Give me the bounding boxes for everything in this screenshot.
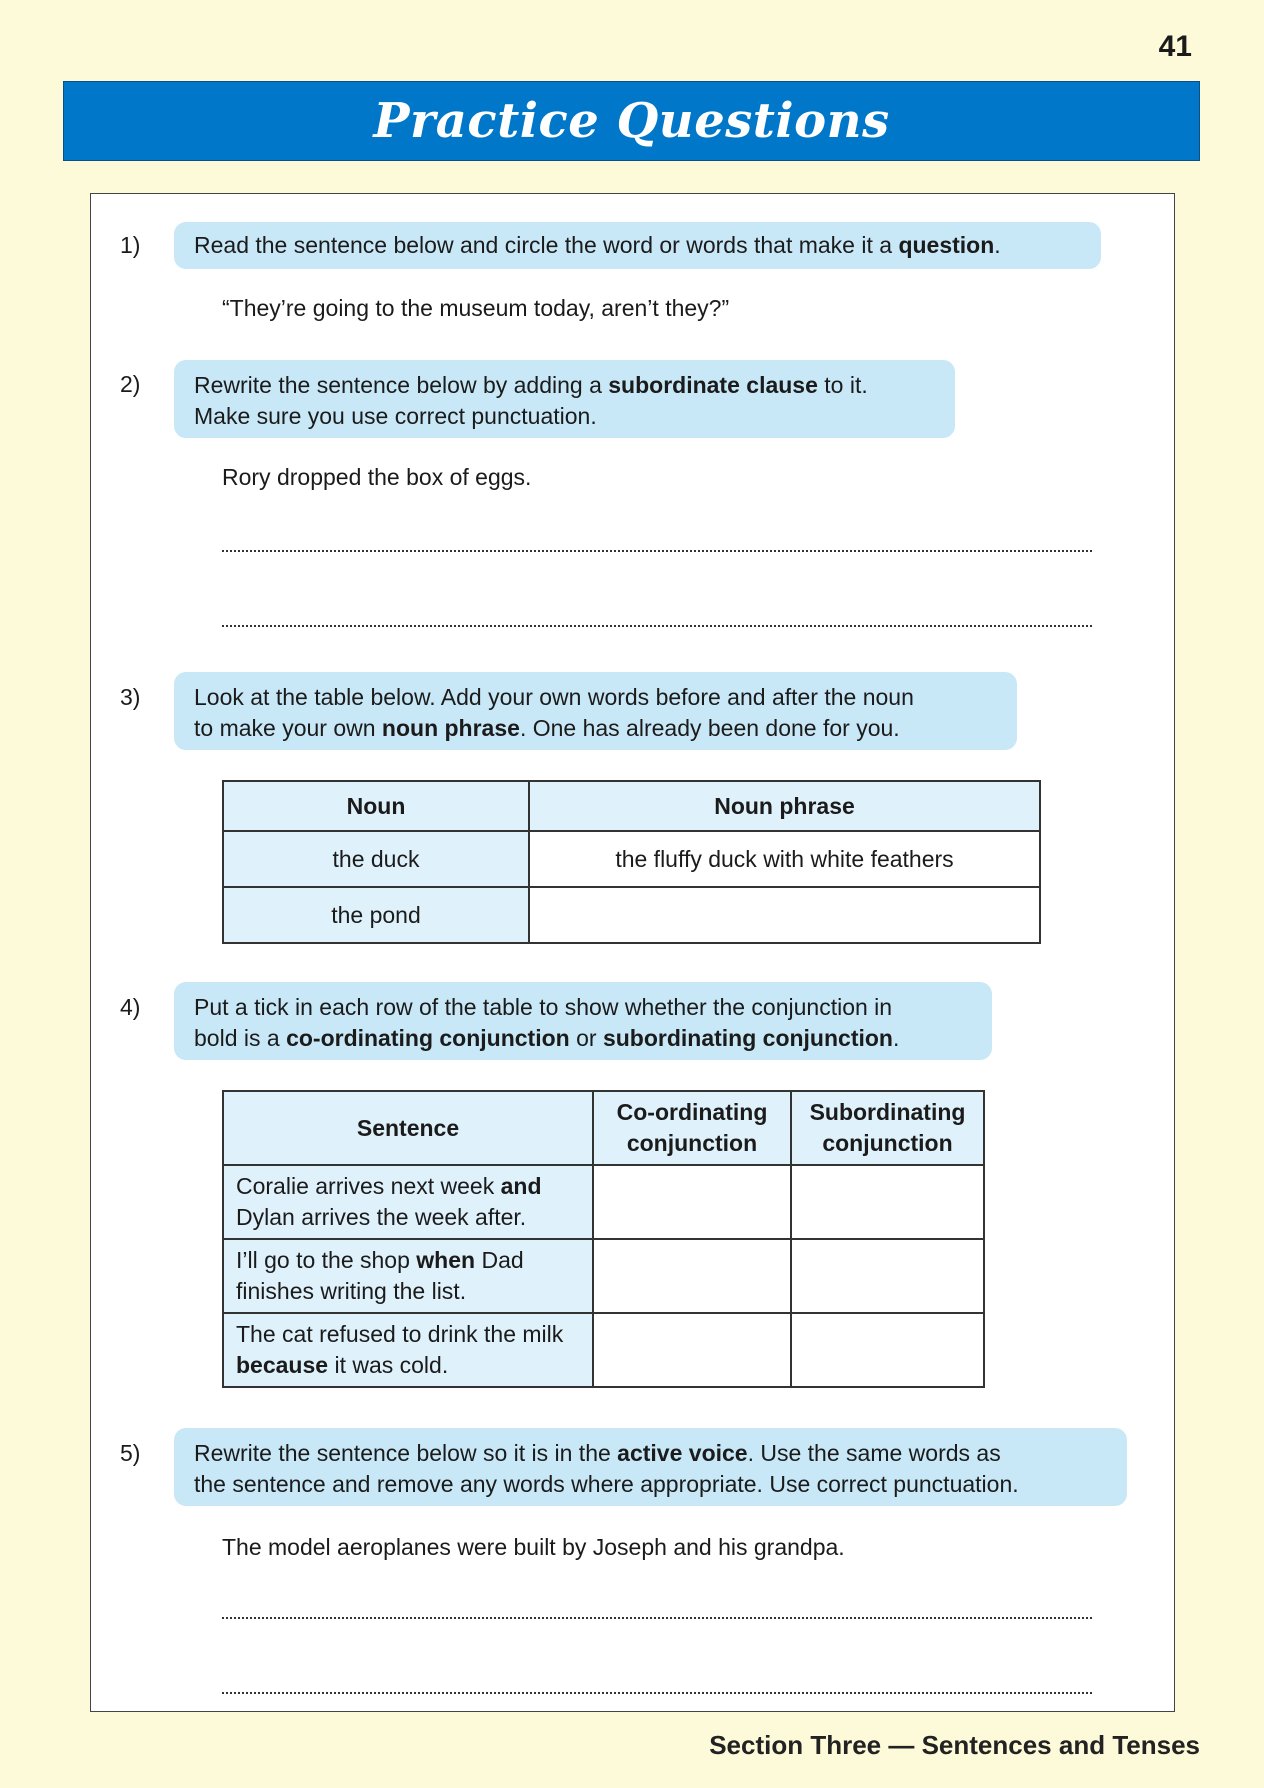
answer-line[interactable] [222, 1692, 1092, 1694]
question-5-number: 5) [120, 1440, 141, 1466]
header-noun: Noun [223, 781, 529, 831]
subordinating-tick-cell[interactable] [791, 1313, 984, 1387]
header-sentence: Sentence [223, 1091, 593, 1165]
sentence-cell: The cat refused to drink the milk because it was cold. [223, 1313, 593, 1387]
question-2-instruction: Rewrite the sentence below by adding a subordinate clause to it. Make sure you use correct punctuation. [174, 360, 955, 438]
question-3-number: 3) [120, 684, 141, 710]
header-noun-phrase: Noun phrase [529, 781, 1040, 831]
sentence-cell: I’ll go to the shop when Dad finishes writing the list. [223, 1239, 593, 1313]
noun-phrase-cell: the fluffy duck with white feathers [529, 831, 1040, 887]
question-2-number: 2) [120, 371, 141, 397]
sentence-cell: Coralie arrives next week and Dylan arrives the week after. [223, 1165, 593, 1239]
question-1-number: 1) [120, 232, 141, 258]
question-2-sentence: Rory dropped the box of eggs. [222, 464, 532, 490]
page-number: 41 [1158, 30, 1192, 63]
table-row [223, 1165, 984, 1239]
noun-cell: the pond [223, 887, 529, 943]
answer-line[interactable] [222, 550, 1092, 552]
noun-cell: the duck [223, 831, 529, 887]
table-header-row [223, 781, 1040, 831]
section-footer: Section Three — Sentences and Tenses [709, 1730, 1200, 1760]
coordinating-tick-cell[interactable] [593, 1313, 791, 1387]
coordinating-tick-cell[interactable] [593, 1165, 791, 1239]
table-row [223, 1239, 984, 1313]
coordinating-tick-cell[interactable] [593, 1239, 791, 1313]
question-5-instruction: Rewrite the sentence below so it is in the active voice. Use the same words as the sentence and remove any words where appropriate. Use correct punctuation. [174, 1428, 1127, 1506]
table-row [223, 887, 1040, 943]
table-row [223, 1313, 984, 1387]
conjunction-table [222, 1090, 985, 1388]
question-3-instruction: Look at the table below. Add your own words before and after the noun to make your own noun phrase. One has already been done for you. [174, 672, 1017, 750]
header-coordinating: Co-ordinating conjunction [593, 1091, 791, 1165]
question-1-instruction: Read the sentence below and circle the word or words that make it a question. [174, 222, 1101, 269]
question-5-sentence: The model aeroplanes were built by Joseph and his grandpa. [222, 1534, 845, 1560]
subordinating-tick-cell[interactable] [791, 1165, 984, 1239]
question-4-instruction: Put a tick in each row of the table to show whether the conjunction in bold is a co-ordinating conjunction or subordinating conjunction. [174, 982, 992, 1060]
header-subordinating: Subordinating conjunction [791, 1091, 984, 1165]
page-title: Practice Questions [373, 93, 890, 149]
question-1-sentence: “They’re going to the museum today, aren’t they?” [222, 295, 730, 321]
subordinating-tick-cell[interactable] [791, 1239, 984, 1313]
table-row [223, 831, 1040, 887]
noun-phrase-table [222, 780, 1041, 944]
answer-line[interactable] [222, 1617, 1092, 1619]
noun-phrase-answer-cell[interactable] [529, 887, 1040, 943]
title-banner [63, 81, 1200, 161]
answer-line[interactable] [222, 625, 1092, 627]
table-header-row [223, 1091, 984, 1165]
question-4-number: 4) [120, 994, 141, 1020]
